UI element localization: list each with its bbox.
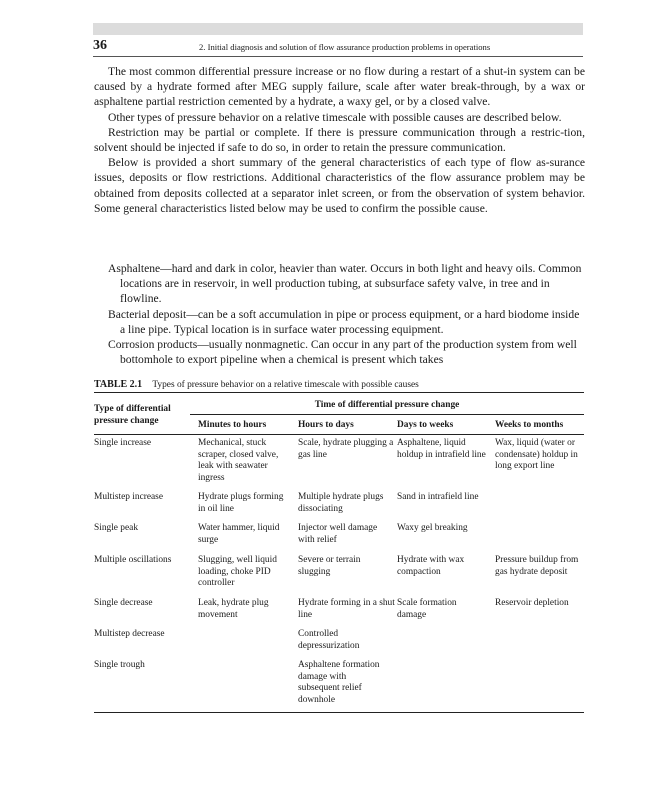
table-label: TABLE 2.1: [94, 379, 143, 390]
column-header: Hours to days: [298, 420, 354, 430]
table-cell: Asphaltene formation damage with subsequent relief downhole: [298, 660, 380, 705]
definition-item: Bacterial deposit—can be a soft accumulation in pipe or process equipment, or a hard biodome inside a line pipe. Typical location is in surface water processing equipment.: [108, 307, 580, 336]
table-cell: Scale formation damage: [397, 598, 457, 620]
definition-item: Asphaltene—hard and dark in color, heavier than water. Occurs in both light and heavy oils. Common locations are in reservoir, in well production tubing, at subsurface safety valve, in tree and in flowline.: [108, 262, 582, 306]
table-cell: Scale, hydrate plugging a gas line: [298, 438, 394, 460]
paragraph: Restriction may be partial or complete. If there is pressure communication through a restric-tion, solvent should be injected if safe to do so, in order to retain the pressure communication.: [94, 125, 585, 155]
row-type: Single decrease: [94, 598, 153, 608]
header-rule: [93, 56, 583, 57]
table-cell: Pressure buildup from gas hydrate deposit: [495, 555, 579, 577]
page-number: 36: [93, 38, 107, 53]
table-bottom-rule: [94, 712, 584, 713]
row-type: Single peak: [94, 523, 139, 533]
table-cell: Waxy gel breaking: [397, 523, 468, 533]
row-header-label: Type of differential pressure change: [94, 404, 171, 426]
column-header: Weeks to months: [495, 420, 564, 430]
table-cell: Wax, liquid (water or condensate) holdup in long export line: [495, 438, 578, 472]
table-caption-text: Types of pressure behavior on a relative timescale with possible causes: [152, 380, 419, 390]
row-type: Multistep decrease: [94, 629, 165, 639]
table-cell: Slugging, well liquid loading, choke PID controller: [198, 555, 277, 589]
header-bottom-rule: [94, 434, 584, 435]
table-cell: Reservoir depletion: [495, 598, 569, 608]
table-cell: Multiple hydrate plugs dissociating: [298, 492, 384, 514]
running-title: 2. Initial diagnosis and solution of flow assurance production problems in operations: [199, 42, 491, 52]
definition-item: Corrosion products—usually nonmagnetic. Can occur in any part of the production system from well bottomhole to export pipeline when a chemical is present which takes: [108, 338, 577, 367]
group-header-rule: [190, 414, 584, 415]
table-cell: Hydrate with wax compaction: [397, 555, 465, 577]
definition-list: [108, 261, 584, 367]
table-cell: Mechanical, stuck scraper, closed valve, leak with seawater ingress: [198, 438, 279, 483]
body-text: [94, 64, 585, 216]
table-cell: Injector well damage with relief: [298, 523, 378, 545]
table-cell: Hydrate plugs forming in oil line: [198, 492, 284, 514]
paragraph: The most common differential pressure increase or no flow during a restart of a shut-in system can be caused by a hydrate formed after MEG supply failure, scale after water break-through, by a wax or asphaltene partial restriction cemented by a hydrate, a waxy gel, or by a closed valve.: [94, 65, 585, 109]
table-cell: Severe or terrain slugging: [298, 555, 361, 577]
table-cell: Water hammer, liquid surge: [198, 523, 280, 545]
paragraph: Below is provided a short summary of the general characteristics of each type of flow as-surance issues, deposits or flow restrictions. Additional characteristics of the flow assurance problem may be obtained from deposits collected at a separator inlet screen, or from the observation of system behavior. Some general characteristics listed below may be used to confirm the possible cause.: [94, 156, 585, 215]
row-type: Single increase: [94, 438, 152, 448]
row-type: Multistep increase: [94, 492, 163, 502]
column-header: Days to weeks: [397, 420, 454, 430]
table-cell: Hydrate forming in a shut line: [298, 598, 395, 620]
row-type: Single trough: [94, 660, 145, 670]
table-cell: Asphaltene, liquid holdup in intrafield line: [397, 438, 486, 460]
row-type: Multiple oscillations: [94, 555, 172, 565]
paragraph: Other types of pressure behavior on a relative timescale with possible causes are described below.: [108, 110, 562, 124]
table-cell: Controlled depressurization: [298, 629, 360, 651]
table-caption: [94, 379, 419, 390]
group-header: Time of differential pressure change: [314, 400, 460, 410]
table-cell: Sand in intrafield line: [397, 492, 479, 502]
table-cell: Leak, hydrate plug movement: [198, 598, 269, 620]
table-top-rule: [94, 392, 584, 393]
header-bar: [93, 23, 583, 35]
column-header: Minutes to hours: [198, 420, 267, 430]
